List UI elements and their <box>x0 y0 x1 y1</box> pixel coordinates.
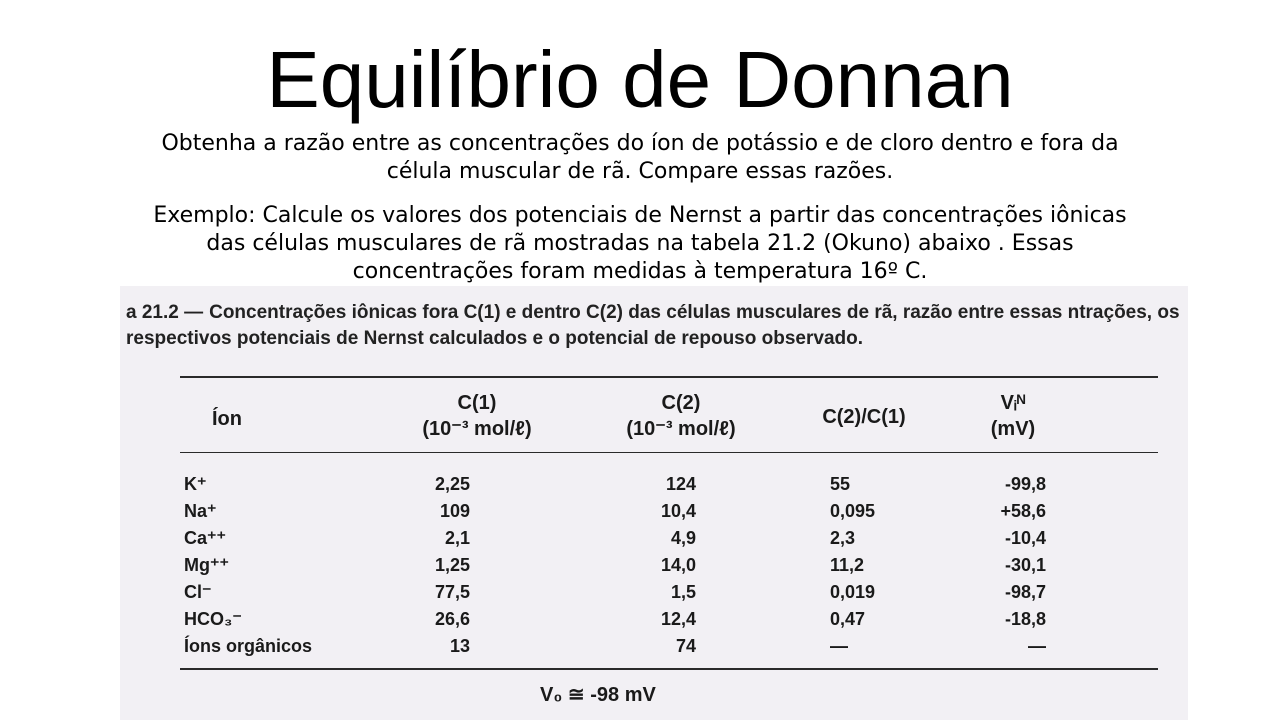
ratio-cell: 11,2 <box>830 555 865 575</box>
table-row <box>120 607 1188 631</box>
potential-cell: +58,6 <box>1000 501 1046 521</box>
table-header-rule <box>180 452 1158 453</box>
header-v-unit: (mV) <box>990 418 1036 440</box>
table-row <box>120 553 1188 577</box>
table-number: a 21.2 — <box>126 302 204 323</box>
potential-cell: -99,8 <box>1004 474 1046 494</box>
table-row <box>120 634 1188 658</box>
ratio-cell: 0,019 <box>830 582 876 602</box>
potential-cell: -30,1 <box>1004 555 1046 575</box>
ion-cell: Mg⁺⁺ <box>184 555 229 575</box>
c1-cell: 2,25 <box>434 474 470 494</box>
ratio-cell: 0,095 <box>830 501 876 521</box>
table-row <box>120 472 1188 496</box>
resting-potential-note: V₀ ≅ -98 mV <box>540 684 656 706</box>
c2-cell: 14,0 <box>660 555 696 575</box>
potential-cell: — <box>1028 636 1046 656</box>
ratio-cell: — <box>830 636 848 656</box>
slide-title: Equilíbrio de Donnan <box>266 35 1014 124</box>
header-v-label: Vᵢᴺ <box>1000 392 1026 414</box>
potential-cell: -98,7 <box>1004 582 1046 602</box>
c2-cell: 124 <box>665 474 696 494</box>
ion-cell: Ca⁺⁺ <box>184 528 227 548</box>
c2-cell: 12,4 <box>660 609 696 629</box>
table-row <box>120 499 1188 523</box>
ratio-cell: 2,3 <box>830 528 856 548</box>
instruction-paragraph: Obtenha a razão entre as concentrações do íon de potássio e de cloro dentro e fora da célula muscular de rã. Compare essas razões. <box>161 131 1119 184</box>
c1-cell: 2,1 <box>444 528 470 548</box>
table-bottom-rule <box>180 668 1158 670</box>
header-c2 <box>606 390 756 442</box>
ratio-cell: 0,47 <box>830 609 866 629</box>
c1-cell: 109 <box>439 501 470 521</box>
c2-cell: 4,9 <box>670 528 696 548</box>
header-c2-label: C(2) <box>661 392 701 414</box>
header-nernst-potential <box>978 390 1048 442</box>
c1-cell: 13 <box>449 636 470 656</box>
header-c1 <box>402 390 552 442</box>
c1-cell: 26,6 <box>434 609 470 629</box>
ion-cell: Cl⁻ <box>184 582 212 602</box>
c2-cell: 74 <box>675 636 696 656</box>
ion-cell: Na⁺ <box>184 501 217 521</box>
table-row <box>120 580 1188 604</box>
example-paragraph: Exemplo: Calcule os valores dos potenciais de Nernst a partir das concentrações iônicas das células musculares de rã mostradas na tabela 21.2 (Okuno) abaixo . Essas concentrações foram medidas à temperatura 16º C. <box>153 203 1127 284</box>
table-caption <box>126 300 1181 352</box>
table-caption-text: Concentrações iônicas fora C(1) e dentro C(2) das células musculares de rã, razão entre essas ntrações, os respectivos potenciais de Nernst calculados e o potencial de repouso observado. <box>126 302 1180 349</box>
potential-cell: -10,4 <box>1004 528 1046 548</box>
header-c1-unit: (10⁻³ mol/ℓ) <box>422 418 532 440</box>
scanned-table-image <box>120 286 1188 720</box>
table-top-rule <box>180 376 1158 378</box>
ion-cell: Íons orgânicos <box>184 636 313 656</box>
header-c1-label: C(1) <box>457 392 497 414</box>
c2-cell: 1,5 <box>670 582 696 602</box>
potential-cell: -18,8 <box>1004 609 1046 629</box>
header-c2-unit: (10⁻³ mol/ℓ) <box>626 418 736 440</box>
c2-cell: 10,4 <box>660 501 696 521</box>
header-ratio: C(2)/C(1) <box>822 406 906 428</box>
ion-cell: K⁺ <box>184 474 207 494</box>
c1-cell: 77,5 <box>434 582 470 602</box>
table-row <box>120 526 1188 550</box>
c1-cell: 1,25 <box>434 555 470 575</box>
header-ion: Íon <box>212 408 242 430</box>
ratio-cell: 55 <box>830 474 851 494</box>
ion-cell: HCO₃⁻ <box>184 609 242 629</box>
